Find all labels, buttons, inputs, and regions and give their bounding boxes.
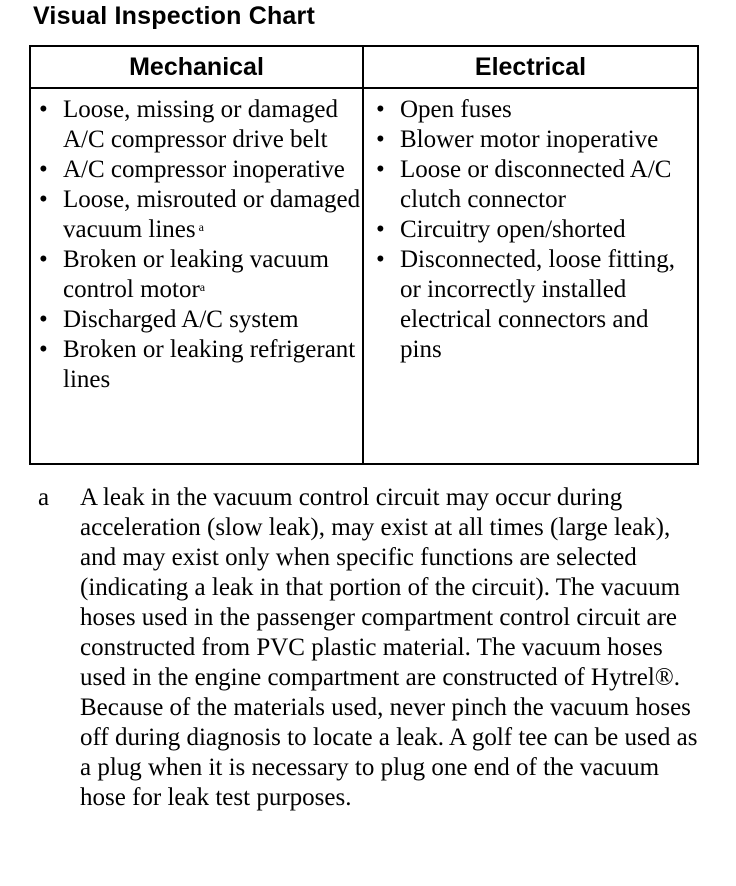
item-text: Disconnected, loose fitting, or incorrectly installed electrical connectors and pins xyxy=(400,246,675,363)
electrical-list xyxy=(364,89,697,365)
bullet-icon: • xyxy=(39,156,48,183)
list-item xyxy=(37,245,362,305)
item-text: Broken or leaking refrigerant lines xyxy=(63,336,356,393)
footnote-text: A leak in the vacuum control circuit may occur during acceleration (slow leak), may exist at all times (large leak), and may exist only when specific functions are selected (indicating a leak in that portion of the circuit). The vacuum hoses used in the passenger compartment control circuit are constructed from PVC plastic material. The vacuum hoses used in the engine compartment are constructed of Hytrel®. Because of the materials used, never pinch the vacuum hoses off during diagnosis to locate a leak. A golf tee can be used as a plug when it is necessary to plug one end of the vacuum hose for leak test purposes. xyxy=(80,484,698,811)
item-text: Discharged A/C system xyxy=(63,306,299,333)
electrical-cell xyxy=(363,88,698,464)
footnote-marker: a xyxy=(38,484,50,511)
bullet-icon: • xyxy=(376,126,385,153)
table-header-row xyxy=(30,46,698,88)
mechanical-list xyxy=(31,89,362,395)
bullet-icon: • xyxy=(376,156,385,183)
bullet-icon: • xyxy=(376,96,385,123)
item-text: Open fuses xyxy=(400,96,512,123)
mechanical-cell xyxy=(30,88,363,464)
list-item xyxy=(374,245,683,365)
item-text: A/C compressor inoperative xyxy=(63,156,345,183)
page-title: Visual Inspection Chart xyxy=(33,2,315,30)
footnote xyxy=(38,483,718,813)
bullet-icon: • xyxy=(376,216,385,243)
footnote-reference: a xyxy=(199,280,206,294)
item-text: Loose, missing or damaged A/C compressor drive belt xyxy=(63,96,338,153)
item-text: Loose, misrouted or damaged vacuum lines xyxy=(63,186,361,243)
list-item xyxy=(37,155,362,185)
inspection-table xyxy=(29,45,699,465)
item-text: Circuitry open/shorted xyxy=(400,216,626,243)
list-item xyxy=(374,125,683,155)
list-item xyxy=(374,95,683,125)
bullet-icon: • xyxy=(39,186,48,213)
list-item xyxy=(37,95,362,155)
bullet-icon: • xyxy=(39,306,48,333)
table-body-row xyxy=(30,88,698,464)
bullet-icon: • xyxy=(376,246,385,273)
list-item xyxy=(37,305,362,335)
mechanical-header: Mechanical xyxy=(30,46,363,88)
electrical-header: Electrical xyxy=(363,46,698,88)
item-text: Blower motor inoperative xyxy=(400,126,659,153)
list-item xyxy=(374,155,683,215)
list-item xyxy=(37,335,362,395)
item-text: Broken or leaking vacuum control motor xyxy=(63,246,329,303)
list-item xyxy=(37,185,362,245)
item-text: Loose or disconnected A/C clutch connector xyxy=(400,156,672,213)
bullet-icon: • xyxy=(39,336,48,363)
bullet-icon: • xyxy=(39,246,48,273)
list-item xyxy=(374,215,683,245)
bullet-icon: • xyxy=(39,96,48,123)
footnote-reference: a xyxy=(198,220,204,234)
